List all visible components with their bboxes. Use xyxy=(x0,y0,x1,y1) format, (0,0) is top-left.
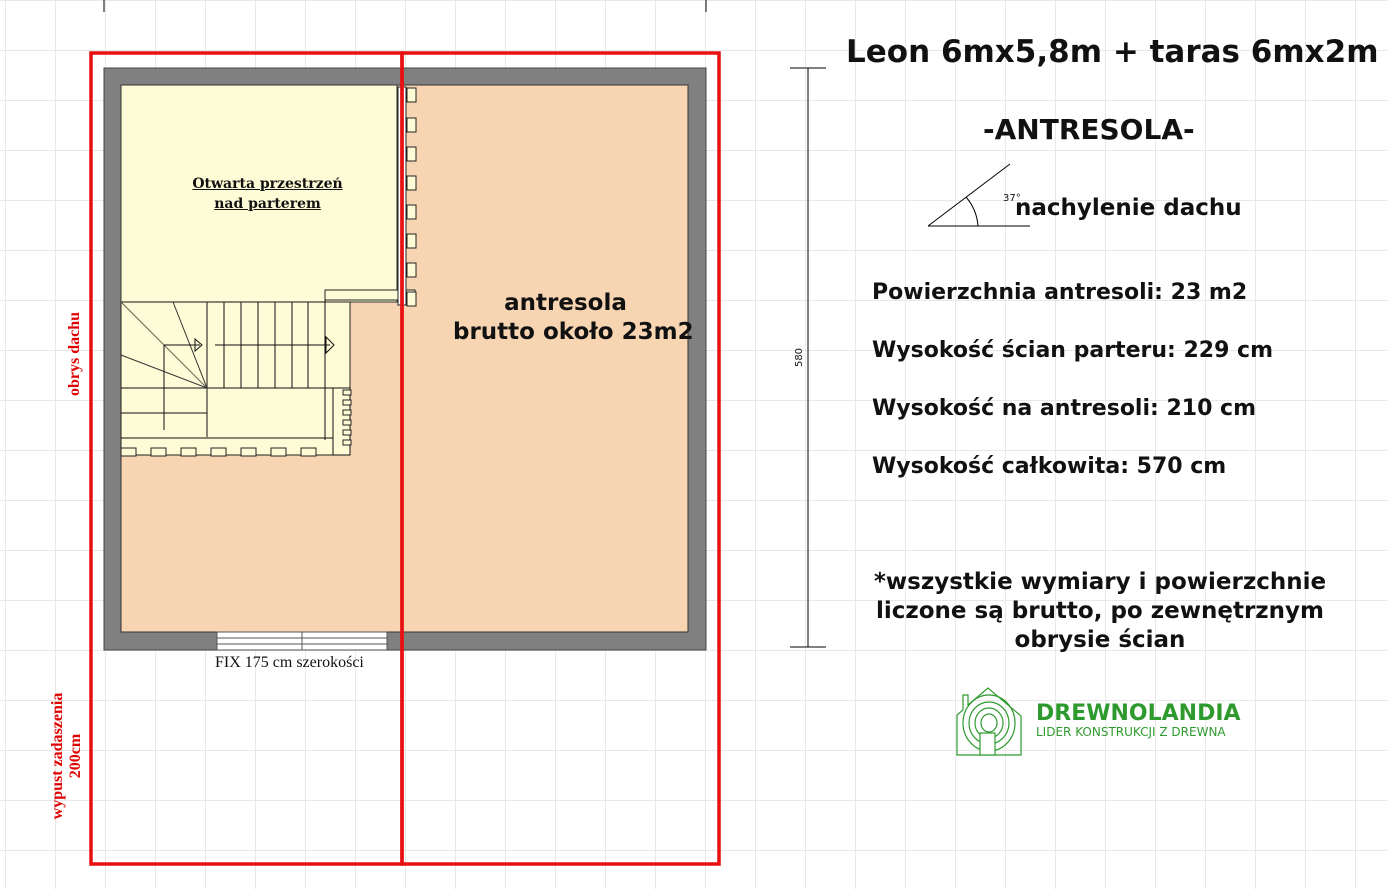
fix-window xyxy=(217,632,387,650)
room-area: brutto około 23m2 xyxy=(453,319,694,345)
open-space-line1: Otwarta przestrzeń xyxy=(192,176,343,192)
info-wall-height: Wysokość ścian parteru: 229 cm xyxy=(872,338,1274,363)
overhang-line2: 200cm xyxy=(67,733,84,779)
roof-outline-label: obrys dachu xyxy=(66,311,83,397)
overhang-line1: wypust zadaszenia xyxy=(49,692,66,820)
stair-area xyxy=(121,302,350,455)
page-title: Leon 6mx5,8m + taras 6mx2m xyxy=(846,34,1379,70)
logo-tagline: LIDER KONSTRUKCJI Z DREWNA xyxy=(1036,725,1226,739)
overhang-label xyxy=(49,676,85,836)
roof-angle-value: 37° xyxy=(1003,193,1021,204)
info-total-height: Wysokość całkowita: 570 cm xyxy=(872,454,1227,479)
room-label xyxy=(453,289,694,347)
info-area: Powierzchnia antresoli: 23 m2 xyxy=(872,280,1248,305)
page-subtitle: -ANTRESOLA- xyxy=(983,113,1195,146)
open-space-line2: nad parterem xyxy=(214,196,321,212)
room-name: antresola xyxy=(504,290,627,316)
info-antresola-height: Wysokość na antresoli: 210 cm xyxy=(872,396,1257,421)
dimension-label: 580 xyxy=(794,347,806,368)
roof-angle-label: nachylenie dachu xyxy=(1015,195,1242,221)
logo-house-icon xyxy=(957,688,1021,755)
window-label: FIX 175 cm szerokości xyxy=(215,654,364,671)
logo-name: DREWNOLANDIA xyxy=(1036,701,1241,726)
note: *wszystkie wymiary i powierzchnie liczone są brutto, po zewnętrznym obrysie ścian xyxy=(873,569,1327,653)
open-space-label xyxy=(170,174,365,214)
